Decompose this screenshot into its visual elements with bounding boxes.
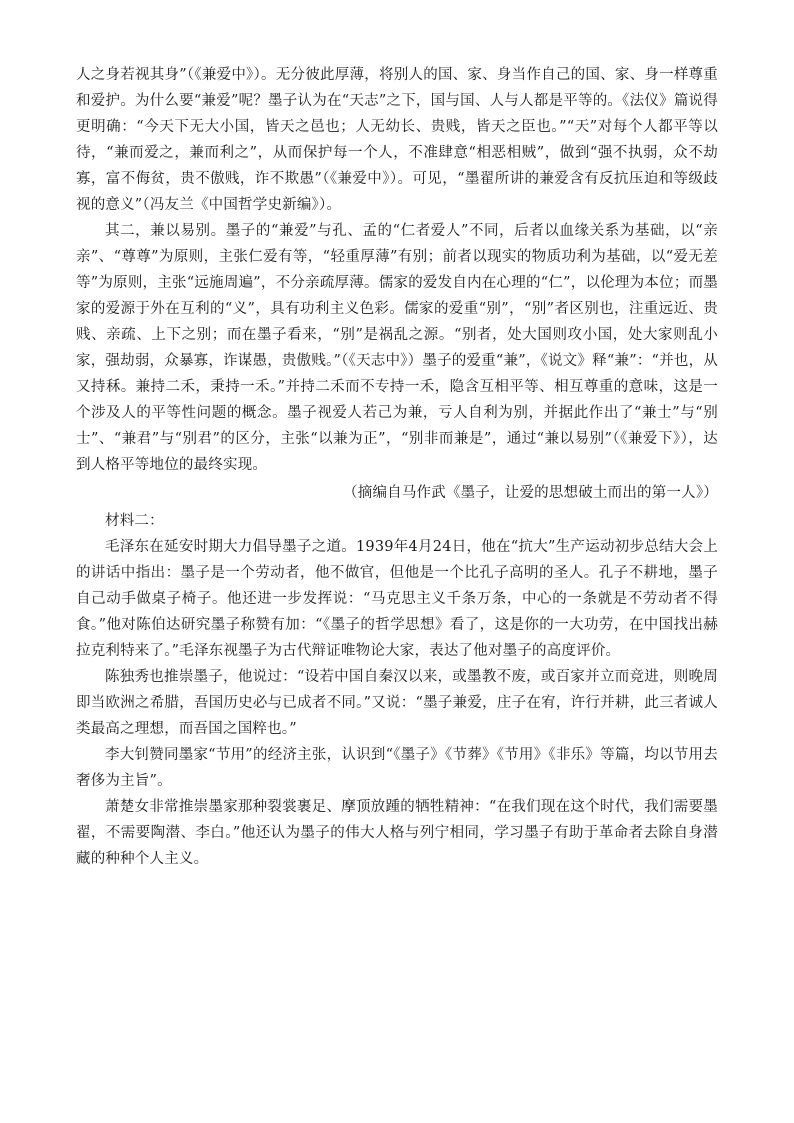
document-page [76,62,718,872]
paragraph-continued: 人之身若视其身”（《兼爱中》）。无分彼此厚薄，将别人的国、家、身当作自己的国、家、身一样尊重和爱护。为什么要“兼爱”呢？墨子认为在“天志”之下，国与国、人与人都是平等的。《法仪》篇说得更明确：“今天下无大小国，皆天之邑也；人无幼长、贵贱，皆天之臣也。”“天”对每个人都平等以待，“兼而爱之，兼而利之”，从而保护每一个人，不准肆意“相恶相贼”，做到“强不执弱，众不劫寡，富不侮贫，贵不傲贱，诈不欺愚”（《兼爱中》）。可见，“墨翟所讲的兼爱含有反抗压迫和等级歧视的意义”（冯友兰《中国哲学史新编》）。 [76,67,718,213]
paragraph-chen-duxiu: 陈独秀也推崇墨子，他说过：“设若中国自秦汉以来，或墨教不废，或百家并立而竞进，则晚周即当欧洲之希腊，吾国历史必与已成者不同。”又说：“墨子兼爱，庄子在宥，许行并耕，此三者诚人类最高之理想，而吾国之国粹也。” [76,669,718,737]
paragraph-li-dazhao: 李大钊赞同墨家“节用”的经济主张，认识到“《墨子》《节葬》《节用》《非乐》等篇，均以节用去奢侈为主旨”。 [76,747,718,789]
material-two-heading: 材料二： [105,513,164,529]
paragraph-xiao-chunu: 萧楚女非常推崇墨家那种裂裳裹足、摩顶放踵的牺牲精神：“在我们现在这个时代，我们需要墨翟，不需要陶潜、李白。”他还认为墨子的伟大人格与列宁相同，学习墨子有助于革命者去除自身潜藏的种种个人主义。 [76,799,718,867]
paragraph-mao-zedong: 毛泽东在延安时期大力倡导墨子之道。1939年4月24日，他在“抗大”生产运动初步总结大会上的讲话中指出：墨子是一个劳动者，他不做官，但他是一个比孔子高明的圣人。孔子不耕地，墨子自己动手做桌子椅子。他还进一步发挥说：“马克思主义千条万条，中心的一条就是不劳动者不得食。”他对陈伯达研究墨子称赞有加：“《墨子的哲学思想》看了，这是你的一大功劳，在中国找出赫拉克利特来了。”毛泽东视墨子为古代辩证唯物论大家，表达了他对墨子的高度评价。 [76,539,718,659]
paragraph-second-point: 其二，兼以易别。墨子的“兼爱”与孔、孟的“仁者爱人”不同，后者以血缘关系为基础，以“亲亲”、“尊尊”为原则，主张仁爱有等，“轻重厚薄”有别；前者以现实的物质功利为基础，以“爱无差等”为原则，主张“远施周遍”，不分亲疏厚薄。儒家的爱发自内在心理的“仁”，以伦理为本位；而墨家的爱源于外在互利的“义”，具有功利主义色彩。儒家的爱重“别”，“别”者区别也，注重远近、贵贱、亲疏、上下之别；而在墨子看来，“别”是祸乱之源。“别者，处大国则攻小国，处大家则乱小家，强劫弱，众暴寡，诈谋愚，贵傲贱。”（《天志中》）墨子的爱重“兼”，《说文》释“兼”：“并也，从又持秝。兼持二禾，秉持一禾。”并持二禾而不专持一禾，隐含互相平等、相互尊重的意味，这是一个涉及人的平等性问题的概念。墨子视爱人若己为兼，亏人自利为别，并据此作出了“兼士”与“别士”、“兼君”与“别君”的区分，主张“以兼为正”，“别非而兼是”，通过“兼以易别”（《兼爱下》），达到人格平等地位的最终实现。 [76,223,718,473]
source-citation: （摘编自马作武《墨子，让爱的思想破土而出的第一人》） [343,485,718,501]
